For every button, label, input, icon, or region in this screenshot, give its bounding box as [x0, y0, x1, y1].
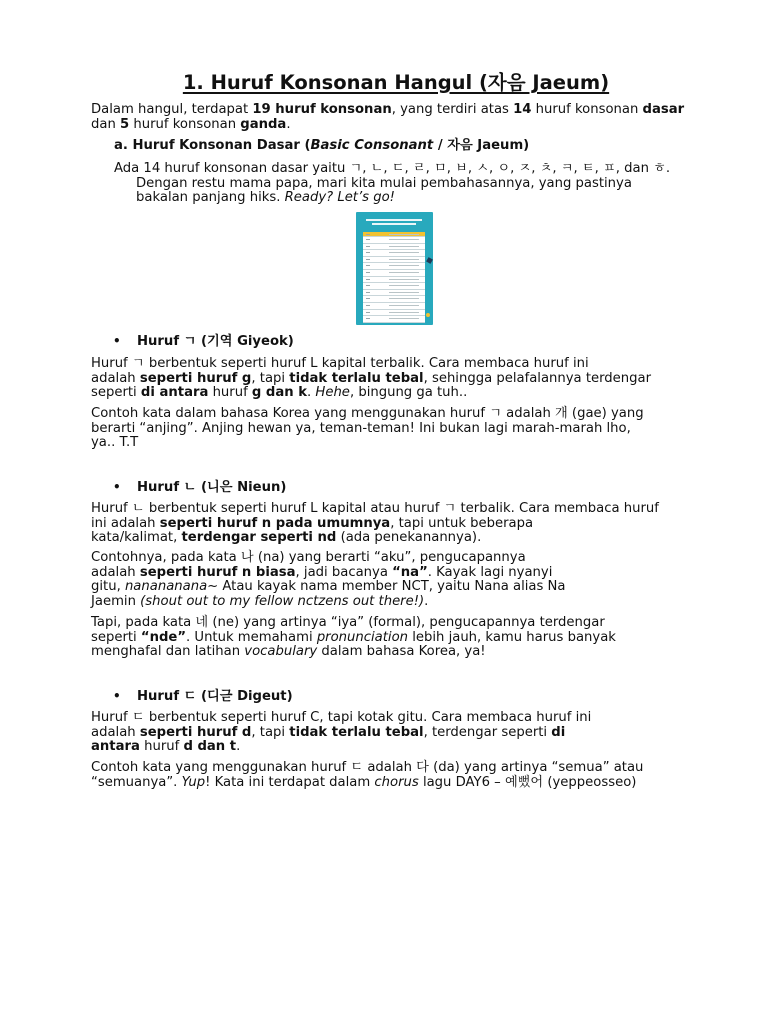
text: ! Kata ini terdapat dalam — [205, 774, 375, 790]
table-row — [363, 323, 425, 325]
text: huruf — [208, 385, 252, 400]
subheading-basic-consonant — [114, 139, 684, 154]
bold-text: dasar — [642, 102, 685, 117]
italic-text: vocabulary — [244, 644, 318, 659]
text: (ada penekanannya). — [336, 530, 482, 545]
bullet-giyeok — [113, 334, 294, 350]
image-header — [366, 219, 422, 227]
text: . — [424, 593, 429, 609]
text: a. Huruf Konsonan Dasar ( — [114, 138, 311, 153]
text: Contohnya, pada kata 나 (na) yang berarti “aku”, pengucapannya — [91, 550, 526, 565]
text: Atau kayak nama member NCT, yaitu Nana alias Na — [218, 579, 566, 594]
bold-text: g dan k — [251, 385, 308, 400]
italic-text: chorus — [374, 774, 419, 790]
bullet-digeut — [113, 689, 293, 705]
text: . — [307, 385, 316, 400]
text: bakalan panjang hiks. — [136, 190, 285, 205]
text: , tapi — [251, 370, 290, 386]
italic-text: Ready? Let’s go! — [284, 190, 395, 205]
nieun-paragraph-1 — [91, 502, 691, 546]
giyeok-paragraph-2 — [91, 407, 691, 451]
decoration-icon — [426, 257, 433, 264]
text: adalah — [91, 370, 140, 386]
italic-text: Yup — [181, 774, 206, 790]
consonant-table-image — [356, 212, 433, 325]
text: . — [236, 739, 241, 754]
bold-text: d dan t — [183, 739, 237, 754]
text: , bingung ga tuh.. — [349, 385, 468, 400]
text: gitu, — [91, 579, 125, 594]
digeut-paragraph-2 — [91, 761, 691, 790]
intro-line: Dengan restu mama papa, mari kita mulai pembahasannya, yang pastinya — [136, 175, 632, 191]
table-row — [363, 316, 425, 323]
table-row — [363, 277, 425, 284]
bullet-nieun — [113, 480, 286, 496]
decoration-icon — [426, 313, 430, 317]
table-row — [363, 296, 425, 303]
text: Contoh kata yang menggunakan huruf ㄷ adalah 다 (da) yang artinya “semua” atau — [91, 760, 644, 775]
bold-text: 14 — [513, 102, 532, 117]
text: Dalam hangul, terdapat — [91, 102, 253, 117]
table-row — [363, 270, 425, 277]
bold-text: ganda — [240, 116, 287, 132]
nieun-paragraph-3 — [91, 616, 691, 660]
text: lagu DAY6 – 예뻤어 (yeppeosseo) — [418, 774, 637, 790]
text: , terdengar seperti — [423, 724, 552, 740]
table-row — [363, 283, 425, 290]
bold-text: tidak terlalu tebal — [289, 724, 424, 740]
bullet-icon: • — [113, 480, 121, 494]
text: ya.. T.T — [91, 435, 139, 450]
text: huruf konsonan — [531, 102, 643, 117]
bold-text: antara — [91, 739, 140, 754]
text: ini adalah — [91, 515, 160, 531]
bullet-label: Huruf ㄱ (기역 Giyeok) — [137, 334, 294, 349]
italic-text: nananananа~ — [124, 579, 219, 594]
text: . Kayak lagi nyanyi — [427, 564, 553, 580]
bold-text: “nde” — [140, 629, 187, 645]
bold-text: tidak terlalu tebal — [289, 370, 424, 386]
text: berarti “anjing”. Anjing hewan ya, teman-teman! Ini bukan lagi marah-marah lho, — [91, 420, 631, 436]
text: dan — [91, 116, 121, 132]
text: kata/kalimat, — [91, 530, 182, 545]
italic-text: pronunciation — [316, 629, 409, 645]
text: Contoh kata dalam bahasa Korea yang menggunakan huruf ㄱ adalah 개 (gae) yang — [91, 406, 644, 421]
bold-text: seperti huruf g — [139, 370, 252, 386]
intro-line: Ada 14 huruf konsonan dasar yaitu ㄱ, ㄴ, ㄷ, ㄹ, ㅁ, ㅂ, ㅅ, ㅇ, ㅈ, ㅊ, ㅋ, ㅌ, ㅍ, dan ㅎ. — [114, 161, 671, 176]
giyeok-paragraph-1 — [91, 357, 691, 401]
text: adalah — [91, 564, 140, 580]
text: menghafal dan latihan — [91, 644, 245, 659]
text: Tapi, pada kata 네 (ne) yang artinya “iya” (formal), pengucapannya terdengar — [91, 615, 605, 630]
text: . — [286, 116, 291, 132]
text: , sehingga pelafalannya terdengar — [423, 370, 652, 386]
table-row — [363, 263, 425, 270]
text: , jadi bacanya — [295, 564, 393, 580]
text: , tapi untuk beberapa — [390, 515, 534, 531]
digeut-paragraph-1 — [91, 711, 691, 755]
bold-text: seperti huruf n pada umumnya — [159, 515, 391, 531]
italic-text: (shout out to my fellow nctzens out there!) — [140, 593, 425, 609]
text: . Untuk memahami — [186, 629, 317, 645]
table-row — [363, 290, 425, 297]
text: huruf — [139, 739, 184, 754]
bold-text: terdengar seperti nd — [181, 530, 337, 545]
table-row — [363, 244, 425, 251]
bullet-icon: • — [113, 689, 121, 703]
text: / 자음 Jaeum) — [433, 138, 530, 153]
table-row — [363, 237, 425, 244]
text: seperti — [91, 385, 141, 400]
text: dalam bahasa Korea, ya! — [317, 644, 486, 659]
text: Huruf ㄴ berbentuk seperti huruf L kapital atau huruf ㄱ terbalik. Cara membaca huruf — [91, 501, 659, 516]
table-row — [363, 250, 425, 257]
text: Huruf ㄷ berbentuk seperti huruf C, tapi kotak gitu. Cara membaca huruf ini — [91, 710, 592, 725]
bold-text: di antara — [140, 385, 209, 400]
bold-text: seperti huruf n biasa — [139, 564, 296, 580]
text: huruf konsonan — [129, 116, 241, 132]
italic-text: Basic Consonant — [310, 138, 434, 153]
text: adalah — [91, 724, 140, 740]
text: “semuanya”. — [91, 774, 182, 790]
bold-text: “na” — [392, 564, 428, 580]
bold-text: seperti huruf d — [139, 724, 252, 740]
table-row — [363, 303, 425, 310]
bold-text: di — [551, 724, 566, 740]
image-table — [363, 232, 425, 322]
text: lebih jauh, kamu harus banyak — [408, 629, 616, 645]
bullet-label: Huruf ㄴ (니은 Nieun) — [137, 480, 287, 495]
text: , tapi — [251, 724, 290, 740]
bullet-label: Huruf ㄷ (디귿 Digeut) — [137, 689, 293, 704]
bold-text: 19 huruf konsonan — [252, 102, 392, 117]
text: seperti — [91, 629, 141, 645]
bullet-icon: • — [113, 334, 121, 348]
table-row — [363, 257, 425, 264]
italic-text: Hehe — [315, 385, 350, 400]
nieun-paragraph-2 — [91, 551, 691, 609]
bold-text: 5 — [120, 116, 130, 132]
page-title: 1. Huruf Konsonan Hangul (자음 Jaeum) — [182, 71, 610, 94]
table-row — [363, 310, 425, 317]
intro-paragraph — [91, 103, 691, 132]
text: Jaemin — [91, 593, 141, 609]
basic-consonant-intro — [114, 162, 684, 206]
text: , yang terdiri atas — [391, 102, 514, 117]
text: Huruf ㄱ berbentuk seperti huruf L kapital terbalik. Cara membaca huruf ini — [91, 356, 589, 371]
